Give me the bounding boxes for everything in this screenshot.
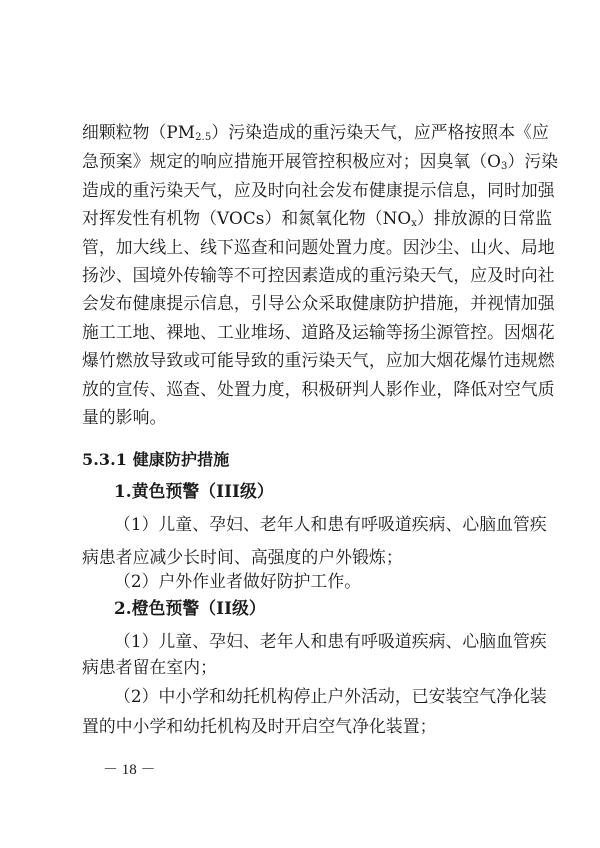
paragraph-line bbox=[82, 379, 555, 399]
orange-warning-title: 2.橙色预警（II级） bbox=[114, 598, 266, 618]
line-text: 细颗粒物（PM bbox=[82, 122, 196, 142]
yellow-item2: （2）户外作业者做好防护工作。 bbox=[114, 571, 362, 591]
paragraph-line bbox=[82, 322, 555, 342]
line-text: 急预案》规定的响应措施开展管控积极应对；因臭氧（O bbox=[82, 151, 502, 171]
line-text: 爆竹燃放导致或可能导致的重污染天气，应加大烟花爆竹违规燃 bbox=[82, 350, 555, 370]
line-text: 放的宣传、巡查、处置力度，积极研判人影作业，降低对空气质 bbox=[82, 379, 555, 399]
orange-item2-line1: （2）中小学和幼托机构停止户外活动，已安装空气净化装 bbox=[114, 686, 547, 706]
line-text: 扬沙、国境外传输等不可控因素造成的重污染天气，应及时向社 bbox=[82, 265, 555, 285]
orange-item1-line2: 病患者留在室内； bbox=[82, 657, 218, 677]
paragraph-line bbox=[82, 407, 522, 427]
line-text: ）污染 bbox=[507, 151, 559, 171]
yellow-warning-title: 1.黄色预警（III级） bbox=[114, 481, 274, 501]
paragraph-line bbox=[82, 180, 555, 200]
line-text: 施工工地、裸地、工业堆场、道路及运输等扬尘源管控。因烟花 bbox=[82, 322, 555, 342]
orange-item2-line2: 置的中小学和幼托机构及时开启空气净化装置； bbox=[82, 716, 437, 736]
line-text: 对挥发性有机物（VOCs）和氮氧化物（NO bbox=[82, 208, 412, 228]
paragraph-line bbox=[82, 293, 555, 313]
line-text: 管，加大线上、线下巡查和问题处置力度。因沙尘、山火、局地 bbox=[82, 237, 555, 257]
paragraph-line bbox=[82, 237, 555, 257]
page-number: － 18 － bbox=[103, 762, 156, 778]
yellow-item1-line2: 病患者应减少长时间、高强度的户外锻炼； bbox=[82, 547, 403, 567]
subscript-text: 2.5 bbox=[195, 132, 212, 143]
yellow-item1-line1: （1）儿童、孕妇、老年人和患有呼吸道疾病、心脑血管疾 bbox=[114, 514, 547, 534]
paragraph-line bbox=[82, 350, 555, 370]
line-text: 会发布健康提示信息，引导公众采取健康防护措施，并视情加强 bbox=[82, 293, 555, 313]
subscript-text: 3 bbox=[501, 161, 508, 172]
line-text: 量的影响。 bbox=[82, 407, 167, 427]
orange-item1-line1: （1）儿童、孕妇、老年人和患有呼吸道疾病、心脑血管疾 bbox=[114, 631, 547, 651]
paragraph-line bbox=[82, 122, 549, 148]
paragraph-line bbox=[82, 151, 559, 177]
line-text: 造成的重污染天气，应及时向社会发布健康提示信息，同时加强 bbox=[82, 180, 555, 200]
paragraph-line bbox=[82, 265, 555, 285]
line-text: ）污染造成的重污染天气，应严格按照本《应 bbox=[211, 122, 549, 142]
line-text: ）排放源的日常监 bbox=[417, 208, 553, 228]
subscript-text: x bbox=[411, 218, 418, 229]
section-heading-5-3-1: 5.3.1 健康防护措施 bbox=[82, 450, 230, 469]
paragraph-line bbox=[82, 208, 553, 234]
